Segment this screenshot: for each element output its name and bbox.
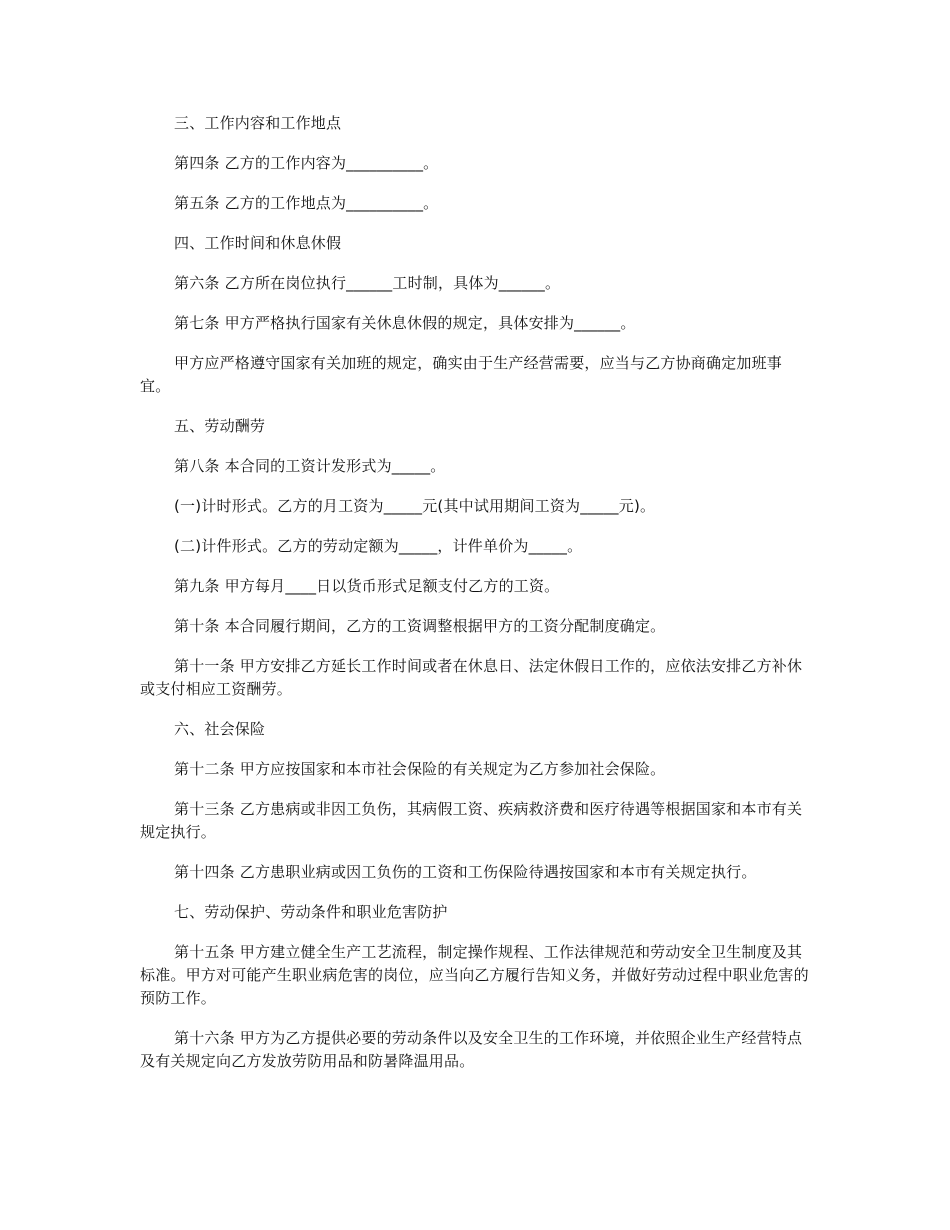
overtime-paragraph: 甲方应严格遵守国家有关加班的规定，确实由于生产经营需要，应当与乙方协商确定加班事宜。 — [140, 354, 783, 395]
article-9: 第九条 甲方每月____日以货币形式足额支付乙方的工资。 — [174, 577, 560, 595]
article-5: 第五条 乙方的工作地点为__________。 — [174, 194, 439, 212]
article-4: 第四条 乙方的工作内容为__________。 — [174, 154, 439, 172]
article-11: 第十一条 甲方安排乙方延长工作时间或者在休息日、法定休假日工作的，应依法安排乙方补休或支付相应工资酬劳。 — [140, 657, 803, 698]
article-10: 第十条 本合同履行期间，乙方的工资调整根据甲方的工资分配制度确定。 — [174, 617, 666, 635]
document-page — [140, 112, 812, 1073]
section-heading-6: 六、社会保险 — [174, 720, 266, 738]
article-8: 第八条 本合同的工资计发形式为_____。 — [174, 457, 446, 475]
article-6: 第六条 乙方所在岗位执行______工时制，具体为______。 — [174, 274, 561, 292]
section-heading-5: 五、劳动酬劳 — [174, 417, 266, 435]
article-13: 第十三条 乙方患病或非因工负伤，其病假工资、疾病救济费和医疗待遇等根据国家和本市有关规定执行。 — [140, 800, 803, 841]
article-14: 第十四条 乙方患职业病或因工负伤的工资和工伤保险待遇按国家和本市有关规定执行。 — [174, 863, 757, 881]
article-15: 第十五条 甲方建立健全生产工艺流程，制定操作规程、工作法律规范和劳动安全卫生制度及其标准。甲方对可能产生职业病危害的岗位，应当向乙方履行告知义务，并做好劳动过程中职业危害的预防工作。 — [140, 943, 809, 1007]
section-heading-4: 四、工作时间和休息休假 — [174, 234, 342, 252]
article-16: 第十六条 甲方为乙方提供必要的劳动条件以及安全卫生的工作环境，并依照企业生产经营特点及有关规定向乙方发放劳防用品和防暑降温用品。 — [140, 1029, 803, 1070]
article-8-item-1: (一)计时形式。乙方的月工资为_____元(其中试用期间工资为_____元)。 — [174, 497, 656, 515]
section-heading-3: 三、工作内容和工作地点 — [174, 114, 342, 132]
article-12: 第十二条 甲方应按国家和本市社会保险的有关规定为乙方参加社会保险。 — [174, 760, 666, 778]
section-heading-7: 七、劳动保护、劳动条件和职业危害防护 — [174, 903, 448, 921]
article-7: 第七条 甲方严格执行国家有关休息休假的规定，具体安排为______。 — [174, 314, 636, 332]
article-8-item-2: (二)计件形式。乙方的劳动定额为_____，计件单价为_____。 — [174, 537, 583, 555]
